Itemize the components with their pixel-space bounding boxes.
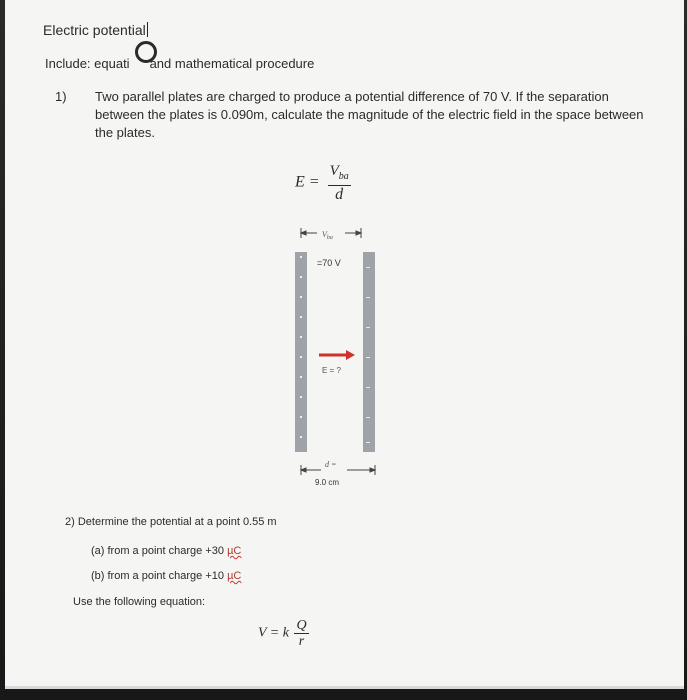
separation-label: d = <box>325 460 337 469</box>
eq-denominator: d <box>335 186 344 203</box>
parallel-plates-diagram <box>289 222 389 492</box>
page-title <box>43 22 148 38</box>
right-plate <box>363 252 375 452</box>
title-text: Electric potential <box>43 22 146 38</box>
eq-numerator <box>328 163 351 186</box>
question-2-part-b <box>91 570 241 582</box>
bottom-dimension <box>301 465 375 475</box>
part-a-unit: µC <box>227 545 242 557</box>
include-line <box>45 56 314 71</box>
question-1-number: 1) <box>55 89 67 104</box>
eq-fraction <box>328 163 351 203</box>
field-label: E = ? <box>322 366 341 375</box>
question-1-text: Two parallel plates are charged to produce a potential difference of 70 V. If the separation between the plates is 0.090m, calculate the magnitude of the electric field in the space between the plates. <box>95 89 644 140</box>
potential-eq-numerator: Q <box>296 618 307 633</box>
field-arrow-head <box>346 350 355 360</box>
use-equation-text: Use the following equation: <box>73 596 206 608</box>
voltage-label: =70 V <box>317 258 341 268</box>
separation-value: 9.0 cm <box>315 478 340 487</box>
top-dimension-label <box>322 230 333 241</box>
eq-numerator-main: V <box>329 163 339 179</box>
potential-eq-denominator: r <box>298 634 305 649</box>
question-2-part-a <box>91 545 241 557</box>
text-cursor <box>147 22 148 37</box>
part-b-text: (b) from a point charge +10 <box>91 570 224 582</box>
potential-equation <box>258 618 309 649</box>
part-a-text: (a) from a point charge +30 <box>91 545 224 557</box>
top-dimension-sub: ba <box>326 235 333 241</box>
potential-eq-lhs: V = k <box>258 625 289 641</box>
include-text-end: and mathematical procedure <box>149 56 315 71</box>
eq-sign: = <box>308 173 320 191</box>
part-b-unit: µC <box>227 570 242 582</box>
question-1 <box>55 88 655 142</box>
include-text-start: Include: equati <box>45 56 130 71</box>
electric-field-equation <box>295 163 351 203</box>
left-plate <box>295 252 307 452</box>
top-dimension-v: V <box>322 230 327 239</box>
question-2-intro: 2) Determine the potential at a point 0.55 m <box>65 516 277 528</box>
eq-lhs: E <box>295 173 305 191</box>
document-page <box>5 0 684 689</box>
potential-eq-fraction <box>294 618 308 649</box>
eq-numerator-sub: ba <box>338 171 349 182</box>
